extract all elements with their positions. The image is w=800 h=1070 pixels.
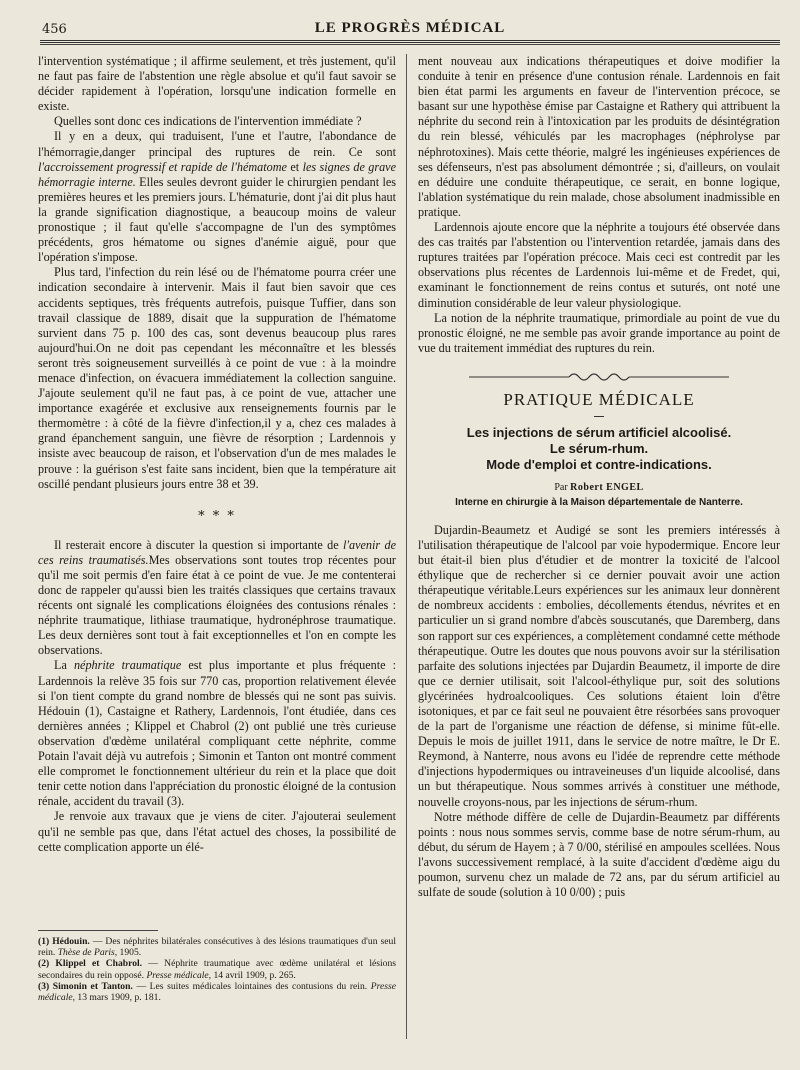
- ornament-rule-icon: [469, 371, 729, 383]
- page-header: [40, 18, 780, 43]
- header-rule: [40, 44, 780, 45]
- column-divider: [406, 54, 407, 1039]
- paragraph: Je renvoie aux travaux que je viens de citer. J'ajouterai seulement qu'il ne semble pas que, dans l'état actuel des choses, la possibilité de cette complication apporte un élé-: [38, 809, 396, 854]
- footnote: (1) Hédouin. — Des néphrites bilatérales consécutives à des lésions traumatiques d'un seul rein. Thèse de Paris, 1905.: [38, 936, 396, 959]
- paragraph: Il y en a deux, qui traduisent, l'une et l'autre, l'abondance de l'hémorragie,danger principal des ruptures de rein. Ce sont l'accroissement progressif et rapide de l'hématome et les signes de grave hémorragie interne. Elles seules devront guider le chirurgien pendant les premières heures et les premiers jours. L'hématurie, dont j'ai dit plus haut la grande signification diagnostique, a beaucoup moins de valeur pronostique ; il faut qu'elle s'accompagne de l'un des symptômes précédents, gros hématome ou signes d'anémie aiguë, pour que l'opération s'impose.: [38, 129, 396, 265]
- author-name: Robert ENGEL: [570, 481, 644, 493]
- paragraph: La néphrite traumatique est plus importante et plus fréquente : Lardennois la relève 35 fois sur 770 cas, proportion relativement élevée si l'on tient compte du grand nombre de blessés qui ne sont pas suivis. Hédouin (1), Castaigne et Rathery, Lardennois, l'ont étudiée, dans ces dernières années ; Klippel et Chabrol (2) ont publié une très curieuse observation d'œdème unilatéral compliquant cette néphrite, comme Potain l'avait déjà vu autrefois ; Simonin et Tanton ont montré comment elle compromet le fonctionnement ultérieur du rein et la place que doit tenir cette notion dans l'appréciation du pronostic éloigné de la contusion rénale, accident du travail (3).: [38, 658, 396, 809]
- paragraph: Quelles sont donc ces indications de l'intervention immédiate ?: [54, 114, 362, 129]
- paragraph: l'intervention systématique ; il affirme seulement, et très justement, qu'il ne faut pas faire de l'abstention une règle absolue et qu'il faut savoir se décider rapidement à l'opération, lorsqu'une indication formelle en existe.: [38, 54, 396, 114]
- right-column: [418, 54, 780, 1054]
- title-dash: [594, 416, 604, 417]
- left-column: [38, 54, 396, 1054]
- footnote-rule: [38, 930, 158, 931]
- article-title: Les injections de sérum artificiel alcoolisé. Le sérum-rhum. Mode d'emploi et contre-indications.: [466, 424, 732, 472]
- paragraph: Notre méthode diffère de celle de Dujardin-Beaumetz par différents points : nous nous sommes servis, comme base de notre sérum-rhum, au début, du sérum de Hayem ; à 7 0/00, stérilisé en ampoules scellées. Nous l'avons successivement remplacé, à la suite d'accident d'œdème aigu du poumon, survenu chez un malade de 72 ans, par du sérum artificiel au sulfate de soude (solution à 10 0/00) ; puis: [418, 809, 780, 900]
- page-number: 456: [42, 22, 67, 37]
- paragraph: Lardennois ajoute encore que la néphrite a toujours été observée dans des cas traités par l'abstention ou l'intervention retardée, jamais dans des ruptures traitées par l'opération précoce. Mais ceci est contredit par les observations plus récentes de Lardennois lui-même et de Fredet, qui, examinant le fonctionnement de reins contus et suturés, ont noté une diminution considérable de leur valeur physiologique.: [418, 220, 780, 310]
- footnote: (2) Klippel et Chabrol. — Néphrite traumatique avec œdème unilatéral et lésions secondaires du rein opposé. Presse médicale, 14 avril 1909, p. 265.: [38, 958, 396, 981]
- section-title: PRATIQUE MÉDICALE: [503, 389, 695, 409]
- paragraph: La notion de la néphrite traumatique, primordiale au point de vue du pronostic éloigné, ne me semble pas avoir grande importance au point de vue du traitement immédiat des ruptures du rein.: [418, 310, 780, 355]
- author-affiliation: Interne en chirurgie à la Maison départementale de Nanterre.: [455, 496, 743, 508]
- paragraph: Dujardin-Beaumetz et Audigé se sont les premiers intéressés à l'utilisation thérapeutique de l'alcool par voie hypodermique. Encore leur but était-il bien plus d'étudier et de montrer la toxicité de l'alcool éthylique que de rechercher si ce dernier pouvait avoir une action thérapeutique véritable.Leurs expériences sur les animaux leur donnèrent de nombreux accidents : embolies, décollements étendus, névrites et en particulier un si grand nombre d'abcès souscutanés, que Daremberg, dans son rapport sur ces expériences, a complètement condamné cette méthode thérapeutique. Outre les doutes que nous pouvons avoir sur la stérilisation parfaite des solutions injectées par Dujardin Beaumetz, il importe de dire que ce dernier utilisait, soit l'alcool-éthylique pur, soit des solutions glycérinées hydroalcooliques. Ces solutions étaient loin d'être isotoniques, et par ce fait seul ne pouvaient être résorbées sans provoquer de la part de l'organisme une réaction de défense, si minime fût-elle. Depuis le mois de juillet 1911, dans le service de notre maître, le Dr E. Reymond, à Nanterre, nous avons eu l'idée de reprendre cette méthode d'injections hypodermiques ou intraveineuses d'un liquide alcoolisé, dans un but thérapeutique. Nous sommes arrivés à constituer une méthode, nouvelle croyons-nous, par les injections de sérum-rhum.: [418, 522, 780, 809]
- paragraph: Plus tard, l'infection du rein lésé ou de l'hématome pourra créer une indication secondaire à intervenir. Mais il faut bien savoir que ces accidents septiques, très fréquents autrefois, puisque Tuffier, dans son travail classique de 1889, disait que la suppuration de l'hématome survient dans 75 p. 100 des cas, sont devenus beaucoup plus rares aujourd'hui.On ne doit pas cependant les méconnaître et les blessés seront très soigneusement surveillés à ce point de vue : à la moindre menace d'infection, on évacuera immédiatement la collection sanguine. J'ajoute seulement qu'il ne faut pas, à ce point de vue, attacher une importance exagérée et exclusive aux renseignements fournis par le thermomètre : à côté de la fièvre d'infection,il y a, chez ces malades à grand épanchement sanguin, une fièvre de résorption ; Lardennois y insiste avec beaucoup de raison, et l'observation d'un de mes malades le prouve : la guérison s'est faite sans incident, bien que la température ait oscillé pendant plusieurs jours entre 38 et 39.: [38, 265, 396, 491]
- paragraph: ment nouveau aux indications thérapeutiques et doive modifier la conduite à tenir en présence d'une contusion rénale. Lardennois en fait bien état parmi les arguments en faveur de l'intervention précoce, se basant sur une hypothèse émise par Castaigne et Rathery qui attribuent la néphrite du second rein à l'intoxication par les produits de désintégration du rein blessé, véhiculés par les macrophages (néphrolyse par néphrotoxines). Mais cette théorie, malgré les ingénieuses expériences de ses défenseurs, n'est pas absolument démontrée ; si, d'ailleurs, on voulait en déduire une conduite thérapeutique, ce serait, en bonne logique, l'ablation systématique du rein malade, chose absolument inadmissible en pratique.: [418, 54, 780, 219]
- footnotes: [38, 930, 396, 1003]
- byline: Par Robert ENGEL: [554, 481, 644, 493]
- footnote: (3) Simonin et Tanton. — Les suites médicales lointaines des contusions du rein. Presse médicale, 13 mars 1909, p. 181.: [38, 980, 396, 1004]
- asterism-separator: * * *: [198, 508, 236, 524]
- journal-title: LE PROGRÈS MÉDICAL: [314, 20, 506, 36]
- paragraph: Il resterait encore à discuter la question si importante de l'avenir de ces reins traumatisés.Mes observations sont toutes trop récentes pour qu'il me soit permis d'en faire état à ce point de vue. Je me contenterai donc de rappeler qu'aussi bien les traités classiques que certains travaux récents ont signalé les complications éloignées des contusions rénales : néphrite traumatique, lithiase traumatique, hydronéphrose traumatique. Les deux dernières sont tout à fait exceptionnelles et l'on en compte les observations.: [38, 537, 396, 658]
- ornament-divider: [418, 368, 780, 380]
